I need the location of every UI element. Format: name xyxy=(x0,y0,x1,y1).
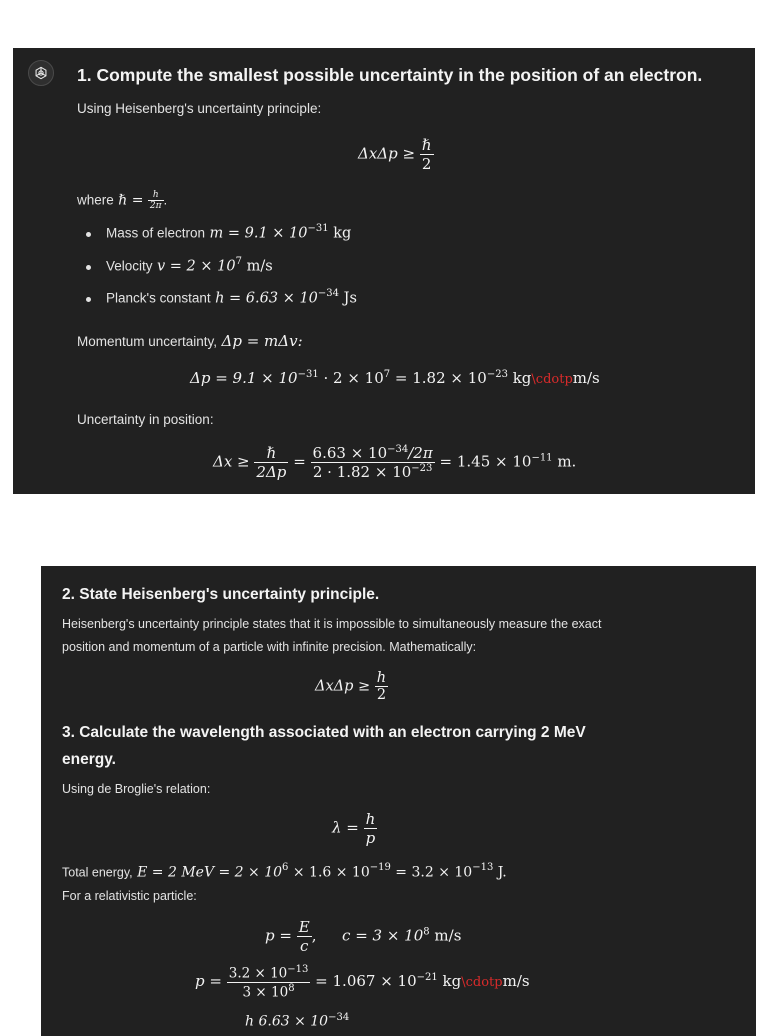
question-2-heading: 2. State Heisenberg's uncertainty principle. xyxy=(62,586,380,603)
bullet-dot xyxy=(86,297,91,302)
momentum-label: Momentum uncertainty, Δp = mΔv: xyxy=(77,332,303,350)
question-3-heading-line-1: 3. Calculate the wavelength associated with an electron carrying 2 MeV xyxy=(62,724,586,741)
momentum-equation: $\Delta p = 9.1 \times 10^{-31} \cdot 2 \times 10^7 = 1.82 \times 10^{-23}$ kg\cdotpm/s xyxy=(190,369,600,387)
openai-logo-icon xyxy=(28,60,54,86)
assistant-message-panel-2 xyxy=(41,566,756,1036)
position-equation: Δx ≥ $\frac{\text{ℏ}}{2\Delta p}$ = $\frac{6.63 \times 10^{-34}/2\pi}{2 \cdot 1.82 \times 10^{-23}}$ = $1.45 \times 10^{-11}$ m. xyxy=(213,444,577,481)
energy-line: Total energy, E = 2 MeV = $2 \times 10^6 \times 1.6 \times 10^{-19} = 3.2 \times 10^{-13}$ J. xyxy=(62,862,507,881)
hbar-definition: where ℏ = $\frac{h}{2\pi}$ . xyxy=(77,190,168,211)
bullet-planck: Planck's constant $h = 6.63 \times 10^{-34}$ Js xyxy=(106,288,357,307)
momentum-energy-equation: p = $\frac{E}{c}$ , $c = 3 \times 10^8$ m/s xyxy=(265,918,462,955)
question-3-heading-line-2: energy. xyxy=(62,751,116,768)
relativistic-text: For a relativistic particle: xyxy=(62,889,197,903)
debroglie-equation: λ = $\frac{h}{p}$ xyxy=(332,810,376,847)
bullet-dot xyxy=(86,265,91,270)
position-label: Uncertainty in position: xyxy=(77,412,214,427)
bullet-mass: Mass of electron $m = 9.1 \times 10^{-31}$ kg xyxy=(106,223,352,242)
bullet-dot xyxy=(86,232,91,237)
intro-text: Using Heisenberg's uncertainty principle: xyxy=(77,101,322,116)
debroglie-text: Using de Broglie's relation: xyxy=(62,782,211,796)
principle-paragraph-line-1: Heisenberg's uncertainty principle states that it is impossible to simultaneously measure the exact xyxy=(62,617,602,631)
uncertainty-equation-2: ΔxΔp ≥ $\frac{h}{2}$ xyxy=(315,670,387,703)
bullet-velocity: Velocity $v = 2 \times 10^7$ m/s xyxy=(106,256,273,275)
momentum-value-equation: p = $\frac{3.2 \times 10^{-13}}{3 \times 10^8}$ = $1.067 \times 10^{-21}$ kg\cdotpm/s xyxy=(195,964,530,1000)
uncertainty-equation: ΔxΔp ≥ $\frac{\text{ℏ}}{2}$ xyxy=(358,136,432,173)
principle-paragraph-line-2: position and momentum of a particle with infinite precision. Mathematically: xyxy=(62,640,477,654)
wavelength-equation-partial: h $6.63 \times 10^{-34}$ xyxy=(245,1012,350,1030)
question-1-heading: 1. Compute the smallest possible uncertainty in the position of an electron. xyxy=(77,65,703,85)
assistant-message-panel-1 xyxy=(13,48,755,494)
